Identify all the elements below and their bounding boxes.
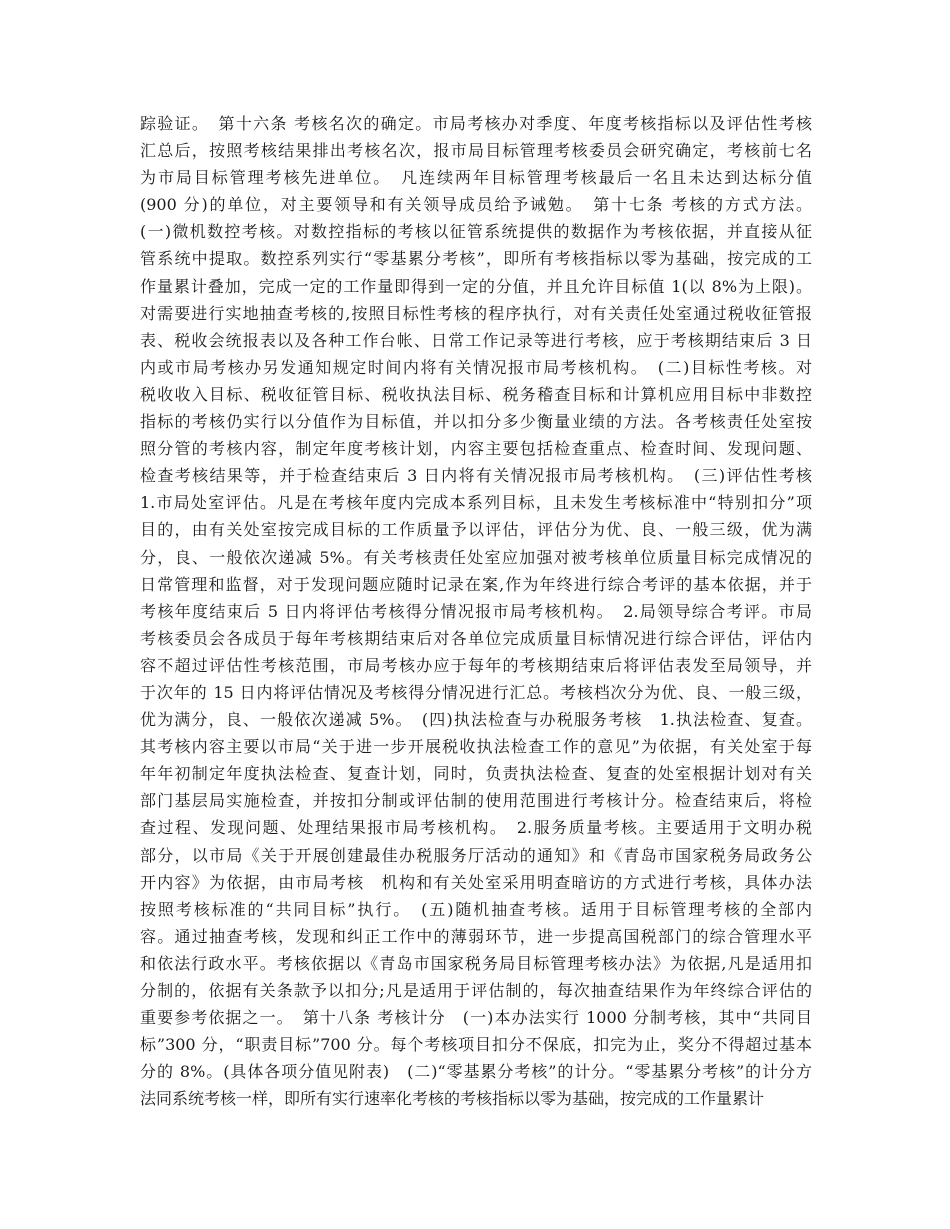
text-line: 管系统中提取。数控系列实行“零基累分考核”，即所有考核指标以零为基础，按完成的工 [140, 249, 812, 269]
text-line: 其考核内容主要以市局“关于进一步开展税收执法检查工作的意见”为依据，有关处室于每 [140, 737, 812, 757]
text-line: 年年初制定年度执法检查、复查计划，同时，负责执法检查、复查的处室根据计划对有关 [140, 764, 812, 784]
text-line: 日常管理和监督，对于发现问题应随时记录在案,作为年终进行综合考评的基本依据，并于 [140, 574, 812, 594]
text-line: 考核委员会各成员于每年考核期结束后对各单位完成质量目标情况进行综合评估，评估内 [140, 628, 812, 648]
text-line: 踪验证。 第十六条 考核名次的确定。市局考核办对季度、年度考核指标以及评估性考核 [140, 114, 812, 133]
text-line: 目的，由有关处室按完成目标的工作质量予以评估，评估分为优、良、一般三级，优为满 [140, 520, 812, 540]
text-line: 标”300 分，“职责目标”700 分。每个考核项目扣分不保底，扣完为止，奖分不得超过基本 [140, 1035, 812, 1055]
document-body-text [140, 110, 812, 1112]
text-line: 容不超过评估性考核范围，市局考核办应于每年的考核期结束后将评估表发至局领导，并 [140, 655, 812, 675]
text-line: 内或市局考核办另发通知规定时间内将有关情况报市局考核机构。 (二)目标性考核。对 [140, 357, 812, 377]
text-line: 法同系统考核一样，即所有实行速率化考核的考核指标以零为基础，按完成的工作量累计 [140, 1089, 765, 1109]
text-line: 开内容》为依据，由市局考核 机构和有关处室采用明查暗访的方式进行考核，具体办法 [140, 872, 812, 892]
text-line: 照分管的考核内容，制定年度考核计划，内容主要包括检查重点、检查时间、发现问题、 [140, 439, 812, 459]
text-line: (900 分)的单位，对主要领导和有关领导成员给予诫勉。 第十七条 考核的方式方法。 [140, 195, 812, 215]
text-line: 为市局目标管理考核先进单位。 凡连续两年目标管理考核最后一名且未达到达标分值 [140, 168, 812, 188]
text-line: 容。通过抽查考核，发现和纠正工作中的薄弱环节，进一步提高国税部门的综合管理水平 [140, 926, 812, 946]
text-line: 分制的，依据有关条款予以扣分;凡是适用于评估制的，每次抽查结果作为年终综合评估的 [140, 981, 812, 1000]
text-line: 查过程、发现问题、处理结果报市局考核机构。 2.服务质量考核。主要适用于文明办税 [140, 818, 812, 838]
text-line: 分的 8%。(具体各项分值见附表) (二)“零基累分考核”的计分。“零基累分考核”的计分方 [140, 1062, 812, 1082]
text-line: 按照考核标准的“共同目标”执行。 (五)随机抽查考核。适用于目标管理考核的全部内 [140, 899, 812, 919]
text-line: 考核年度结束后 5 日内将评估考核得分情况报市局考核机构。 2.局领导综合考评。市局 [140, 601, 812, 621]
text-line: 表、税收会统报表以及各种工作台帐、日常工作记录等进行考核，应于考核期结束后 3 日 [140, 330, 812, 350]
text-line: 部分，以市局《关于开展创建最佳办税服务厅活动的通知》和《青岛市国家税务局政务公 [140, 845, 812, 865]
text-line: 部门基层局实施检查，并按扣分制或评估制的使用范围进行考核计分。检查结束后，将检 [140, 791, 812, 811]
text-line: 检查考核结果等，并于检查结束后 3 日内将有关情况报市局考核机构。 (三)评估性考核 [140, 466, 812, 486]
text-line: 和依法行政水平。考核依据以《青岛市国家税务局目标管理考核办法》为依据,凡是适用扣 [140, 953, 812, 973]
text-line: 对需要进行实地抽查考核的,按照目标性考核的程序执行，对有关责任处室通过税收征管报 [140, 303, 812, 323]
text-line: (一)微机数控考核。对数控指标的考核以征管系统提供的数据作为考核依据，并直接从征 [140, 222, 812, 242]
text-line: 作量累计叠加，完成一定的工作量即得到一定的分值，并且允许目标值 1(以 8%为上限)。 [140, 276, 812, 296]
text-line: 指标的考核仍实行以分值作为目标值，并以扣分多少衡量业绩的方法。各考核责任处室按 [140, 412, 812, 432]
text-line: 分，良、一般依次递减 5%。有关考核责任处室应加强对被考核单位质量目标完成情况的 [140, 547, 812, 567]
text-line: 税收收入目标、税收征管目标、税收执法目标、税务稽查目标和计算机应用目标中非数控 [140, 384, 812, 404]
text-line: 于次年的 15 日内将评估情况及考核得分情况进行汇总。考核档次分为优、良、一般三级， [140, 682, 812, 702]
text-line: 重要参考依据之一。 第十八条 考核计分 (一)本办法实行 1000 分制考核，其中“共同目 [140, 1008, 812, 1028]
text-line: 汇总后，按照考核结果排出考核名次，报市局目标管理考核委员会研究确定，考核前七名 [140, 141, 812, 161]
text-line: 1.市局处室评估。凡是在考核年度内完成本系列目标，且未发生考核标准中“特别扣分”项 [140, 493, 812, 513]
text-line: 优为满分，良、一般依次递减 5%。 (四)执法检查与办税服务考核 1.执法检查、复查。 [140, 710, 812, 730]
